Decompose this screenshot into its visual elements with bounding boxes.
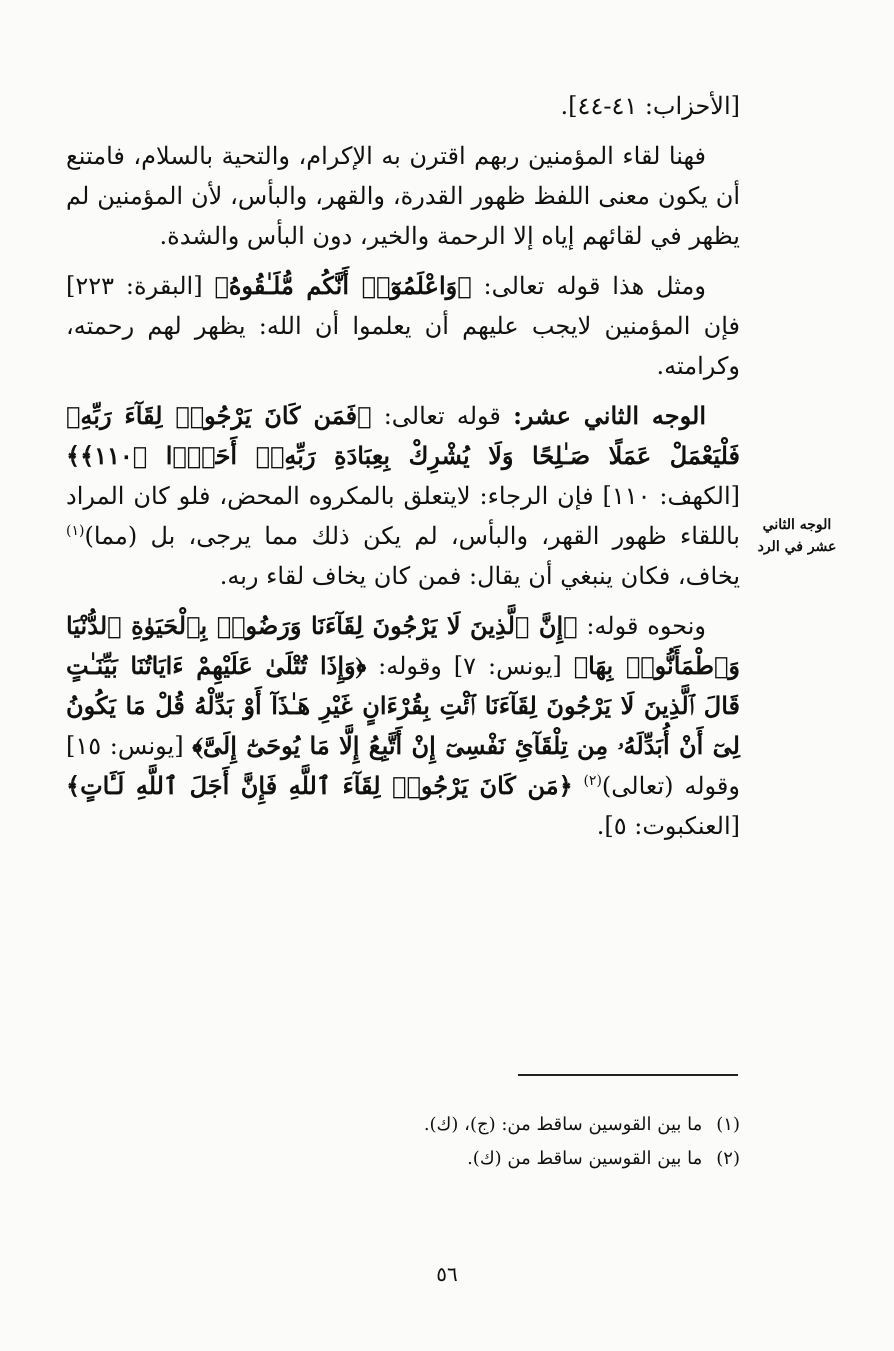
quran-verse: ﴿إِنَّ ٱلَّذِينَ لَا يَرْجُونَ لِقَآءَنَا وَرَضُوا۟ بِٱلْحَيَوٰةِ ٱلدُّنْيَا وَٱطْمَأَنُّوا۟ بِهَا﴾ bbox=[66, 611, 741, 680]
footnote bbox=[300, 1142, 740, 1176]
footnotes bbox=[300, 1108, 740, 1176]
footnote-number: (٢) bbox=[716, 1148, 740, 1169]
paragraph-4 bbox=[66, 396, 740, 596]
section-heading: الوجه الثاني عشر: bbox=[513, 401, 706, 430]
quran-verse: ﴿فَمَن كَانَ يَرْجُوا۟ لِقَآءَ رَبِّهِۦ فَلْيَعْمَلْ عَمَلًا صَـٰلِحًا وَلَا يُشْرِكْ بِعِبَادَةِ رَبِّهِۦٓ أَحَدًۢا ﴿١١٠﴾﴾ bbox=[66, 401, 740, 470]
text-segment: [يونس: ٧] وقوله: bbox=[378, 652, 562, 680]
quran-reference: [العنكبوت: ٥]. bbox=[596, 812, 740, 840]
paragraph-5 bbox=[66, 606, 740, 846]
text-segment: ونحوه قوله: bbox=[586, 612, 706, 640]
quran-verse: ﴿مَن كَانَ يَرْجُوا۟ لِقَآءَ ٱللَّهِ فَإِنَّ أَجَلَ ٱللَّهِ لَـَٔاتٍ﴾ bbox=[66, 771, 573, 800]
paragraph-2: فهنا لقاء المؤمنين ربهم اقترن به الإكرام، والتحية بالسلام، فامتنع أن يكون معنى اللفظ ظهور القدرة، والقهر، والبأس، لأن المؤمنين لم يظهر في لقائهم إياه إلا الرحمة والخير، دون البأس والشدة. bbox=[66, 142, 740, 250]
text-segment: يخاف، فكان ينبغي أن يقال: فمن كان يخاف لقاء ربه. bbox=[219, 562, 740, 590]
quran-reference: [الأحزاب: ٤١-٤٤]. bbox=[560, 92, 740, 120]
text-segment: [الكهف: ١١٠] فإن الرجاء: لايتعلق بالمكروه المحض، فلو كان المراد باللقاء ظهور القهر، والبأس، لم يكن ذلك مما يرجى، بل (مما) bbox=[66, 482, 741, 550]
margin-note: الوجه الثاني عشر في الرد bbox=[757, 517, 837, 555]
main-text bbox=[66, 86, 740, 856]
quran-verse: ﴿وَإِذَا تُتْلَىٰ عَلَيْهِمْ ءَايَاتُنَا بَيِّنَـٰتٍ قَالَ ٱلَّذِينَ لَا يَرْجُونَ لِقَآءَنَا ٱئْتِ بِقُرْءَانٍ غَيْرِ هَـٰذَآ أَوْ بَدِّلْهُ قُلْ مَا يَكُونُ لِىٓ أَنْ أُبَدِّلَهُۥ مِن تِلْقَآئِ نَفْسِىٓ إِنْ أَتَّبِعُ إِلَّا مَا يُوحَىٰٓ إِلَىَّ﴾ bbox=[66, 651, 740, 760]
footnote bbox=[300, 1108, 740, 1142]
footnote-divider bbox=[518, 1074, 738, 1076]
footnote-marker: (٢) bbox=[583, 773, 602, 789]
text-segment: ومثل هذا قوله تعالى: bbox=[483, 272, 706, 300]
quran-verse: ﴿وَاعْلَمُوٓا۟ أَنَّكُم مُّلَـٰقُوهُ﴾ bbox=[214, 271, 472, 300]
footnote-text: ما بين القوسين ساقط من (ك). bbox=[467, 1148, 703, 1169]
paragraph-3 bbox=[66, 266, 740, 386]
footnote-marker: (١) bbox=[66, 523, 85, 539]
paragraph-reference bbox=[66, 86, 740, 126]
footnote-text: ما بين القوسين ساقط من: (ج)، (ك). bbox=[423, 1114, 703, 1135]
text-segment: قوله تعالى: bbox=[383, 402, 501, 430]
footnote-number: (١) bbox=[716, 1114, 740, 1135]
text-segment: [يونس: ١٥] وقوله (تعالى) bbox=[66, 732, 740, 800]
page-number: ٥٦ bbox=[436, 1262, 458, 1286]
text-segment: [البقرة: ٢٢٣] فإن المؤمنين لايجب عليهم أن يعلموا أن الله: يظهر لهم رحمته، وكرامته. bbox=[66, 272, 740, 380]
